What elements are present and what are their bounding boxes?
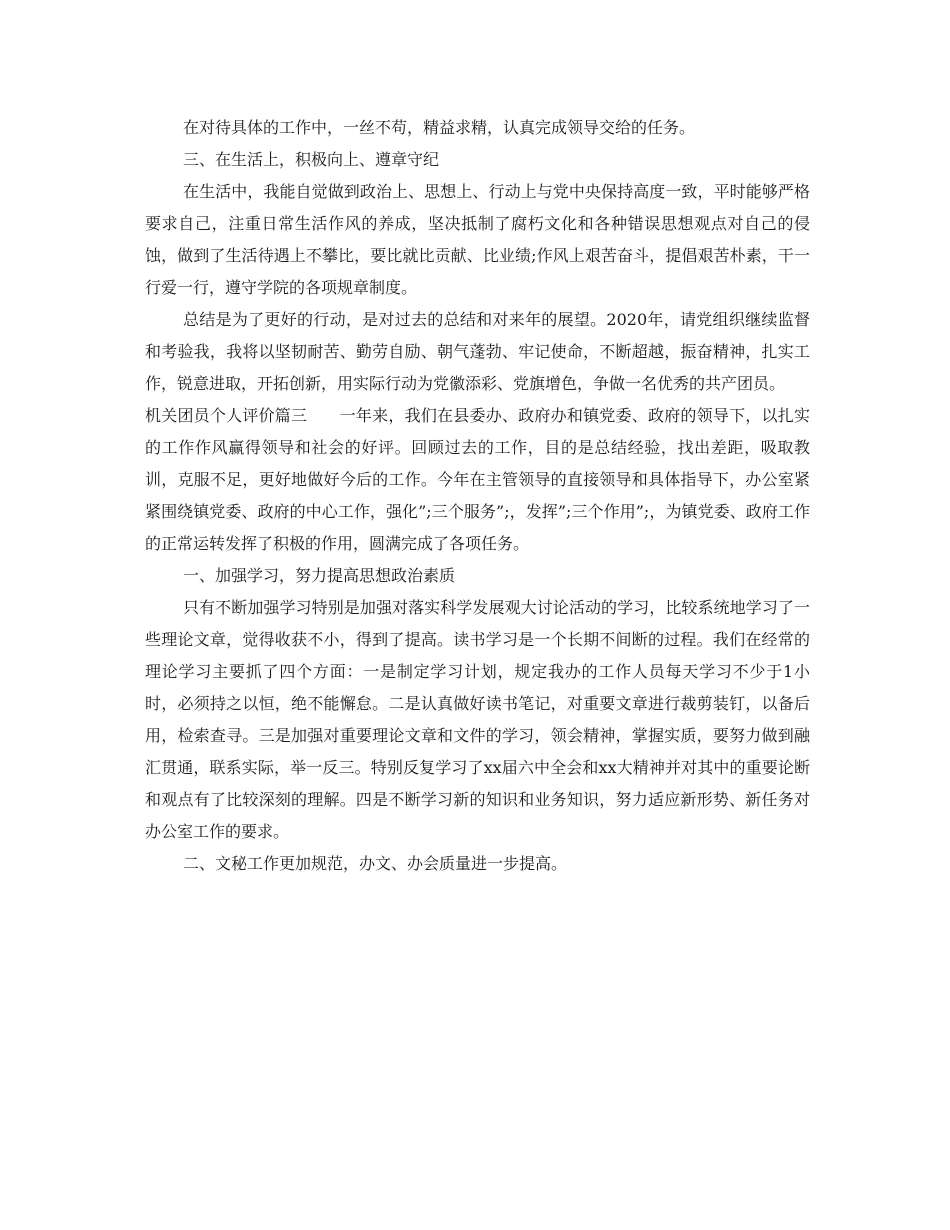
section-heading: 二、文秘工作更加规范，办文、办会质量进一步提高。 (183, 854, 568, 873)
document-body (145, 112, 810, 880)
section-heading: 一、加强学习，努力提高思想政治素质 (183, 566, 456, 585)
paragraph-article-start: 机关团员个人评价篇三 一年来，我们在县委办、政府办和镇党委、政府的领导下，以扎实的工作作风赢得领导和社会的好评。回顾过去的工作，目的是总结经验，找出差距，吸取教训，克服不足，更好地做好今后的工作。今年在主管领导的直接领导和具体指导下，办公室紧紧围绕镇党委、政府的中心工作，强化”;三个服务”;，发挥”;三个作用”;，为镇党委、政府工作的正常运转发挥了积极的作用，圆满完成了各项任务。 (145, 406, 810, 553)
paragraph: 在对待具体的工作中，一丝不苟，精益求精，认真完成领导交给的任务。 (183, 118, 696, 137)
paragraph: 在生活中，我能自觉做到政治上、思想上、行动上与党中央保持高度一致，平时能够严格要求自己，注重日常生活作风的养成，坚决抵制了腐朽文化和各种错误思想观点对自己的侵蚀，做到了生活待遇上不攀比，要比就比贡献、比业绩;作风上艰苦奋斗，提倡艰苦朴素，干一行爱一行，遵守学院的各项规章制度。 (145, 182, 810, 297)
section-heading: 三、在生活上，积极向上、遵章守纪 (183, 150, 440, 169)
paragraph: 只有不断加强学习特别是加强对落实科学发展观大讨论活动的学习，比较系统地学习了一些理论文章，觉得收获不小，得到了提高。读书学习是一个长期不间断的过程。我们在经常的理论学习主要抓了四个方面：一是制定学习计划，规定我办的工作人员每天学习不少于1小时，必须持之以恒，绝不能懈怠。二是认真做好读书笔记，对重要文章进行裁剪装钉，以备后用，检索查寻。三是加强对重要理论文章和文件的学习，领会精神，掌握实质，要努力做到融汇贯通，联系实际，举一反三。特别反复学习了xx届六中全会和xx大精神并对其中的重要论断和观点有了比较深刻的理解。四是不断学习新的知识和业务知识，努力适应新形势、新任务对办公室工作的要求。 (145, 598, 810, 841)
paragraph: 总结是为了更好的行动，是对过去的总结和对来年的展望。2020年，请党组织继续监督和考验我，我将以坚韧耐苦、勤劳自励、朝气蓬勃、牢记使命，不断超越，振奋精神，扎实工作，锐意进取，开拓创新，用实际行动为党徽添彩、党旗增色，争做一名优秀的共产团员。 (145, 310, 810, 393)
